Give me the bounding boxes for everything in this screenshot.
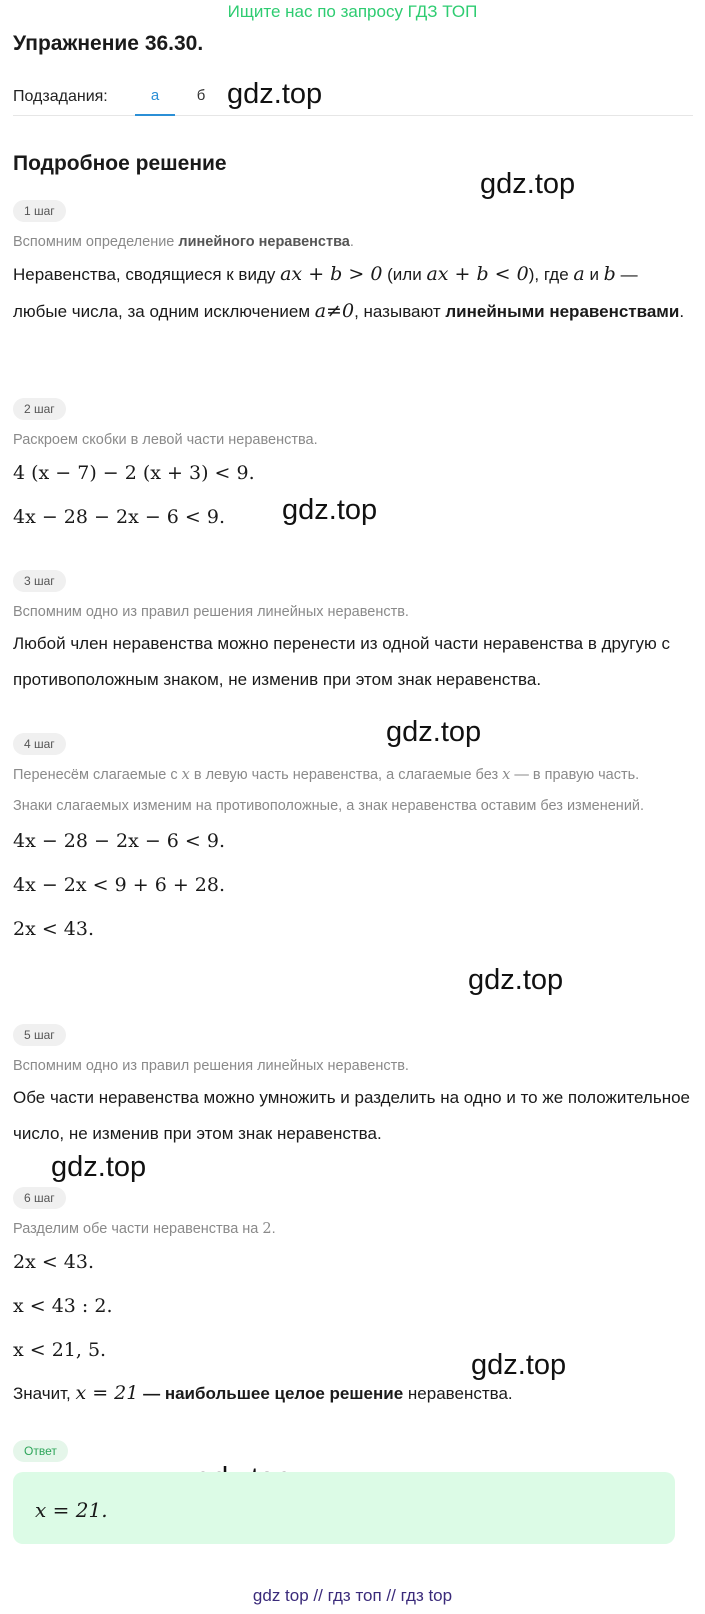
step-hint: Вспомним одно из правил решения линейных неравенств. bbox=[13, 604, 409, 620]
step-1 bbox=[13, 200, 693, 330]
step-5 bbox=[13, 1024, 693, 1152]
math-line: 4x − 28 − 2x − 6 < 9. bbox=[13, 830, 225, 852]
watermark: gdz.top bbox=[468, 964, 564, 996]
step-badge: 3 шаг bbox=[13, 570, 66, 592]
step-2 bbox=[13, 398, 693, 539]
step-badge: 6 шаг bbox=[13, 1187, 66, 1209]
step-hint: Вспомним одно из правил решения линейных неравенств. bbox=[13, 1058, 409, 1074]
step-text: Неравенства, сводящиеся к виду ax + b > 0 (или ax + b < 0), где a и b — любые числа, за одним исключением a≠0, называют линейными неравенствами. bbox=[13, 263, 685, 322]
step-text: Обе части неравенства можно умножить и разделить на одно и то же положительное число, не изменив при этом знак неравенства. bbox=[13, 1088, 690, 1143]
promo-banner: Ищите нас по запросу ГДЗ ТОП bbox=[227, 2, 478, 21]
step-hint: Вспомним определение линейного неравенства. bbox=[13, 234, 354, 250]
watermark: gdz.top bbox=[471, 1349, 567, 1381]
step-badge: 5 шаг bbox=[13, 1024, 66, 1046]
step-3 bbox=[13, 570, 693, 698]
solution-heading: Подробное решение bbox=[13, 152, 227, 175]
math-line: x < 43 : 2. bbox=[13, 1295, 113, 1317]
watermark: gdz.top bbox=[227, 78, 323, 110]
watermark: gdz.top bbox=[480, 168, 576, 200]
watermark: gdz.top bbox=[386, 716, 482, 748]
step-conclusion: Значит, x = 21 — наибольшее целое решение неравенства. bbox=[13, 1382, 513, 1404]
math-line: 2x < 43. bbox=[13, 918, 95, 940]
step-hint: Знаки слагаемых изменим на противоположные, а знак неравенства оставим без изменений. bbox=[13, 798, 645, 814]
step-hint: Разделим обе части неравенства на 2. bbox=[13, 1221, 276, 1237]
math-line: 4x − 2x < 9 + 6 + 28. bbox=[13, 874, 225, 896]
step-hint: Раскроем скобки в левой части неравенства. bbox=[13, 432, 318, 448]
step-badge: 1 шаг bbox=[13, 200, 66, 222]
math-line: 4 (x − 7) − 2 (x + 3) < 9. bbox=[13, 462, 255, 484]
subtasks-label: Подзадания: bbox=[13, 88, 108, 105]
subtasks-bar bbox=[13, 84, 693, 116]
math-line: 4x − 28 − 2x − 6 < 9. bbox=[13, 506, 225, 528]
page-title: Упражнение 36.30. bbox=[13, 32, 204, 55]
step-6 bbox=[13, 1187, 693, 1412]
math-line: x < 21, 5. bbox=[13, 1339, 107, 1361]
tab-subtask-b[interactable]: б bbox=[196, 87, 206, 104]
step-hint: Перенесём слагаемые с x в левую часть неравенства, а слагаемые без x — в правую часть. bbox=[13, 767, 640, 783]
math-line: 2x < 43. bbox=[13, 1251, 95, 1273]
footer-links: gdz top // гдз топ // гдз top bbox=[252, 1586, 453, 1605]
step-4 bbox=[13, 733, 693, 951]
step-badge: 2 шаг bbox=[13, 398, 66, 420]
step-badge: 4 шаг bbox=[13, 733, 66, 755]
watermark: gdz.top bbox=[51, 1151, 147, 1183]
answer-badge: Ответ bbox=[13, 1440, 68, 1462]
answer-box bbox=[13, 1472, 675, 1544]
answer-value: x = 21. bbox=[35, 1498, 108, 1522]
watermark: gdz.top bbox=[282, 494, 378, 526]
step-text: Любой член неравенства можно перенести из одной части неравенства в другую с противоположным знаком, не изменив при этом знак неравенства. bbox=[13, 634, 670, 689]
tab-subtask-a[interactable]: а bbox=[135, 86, 175, 116]
